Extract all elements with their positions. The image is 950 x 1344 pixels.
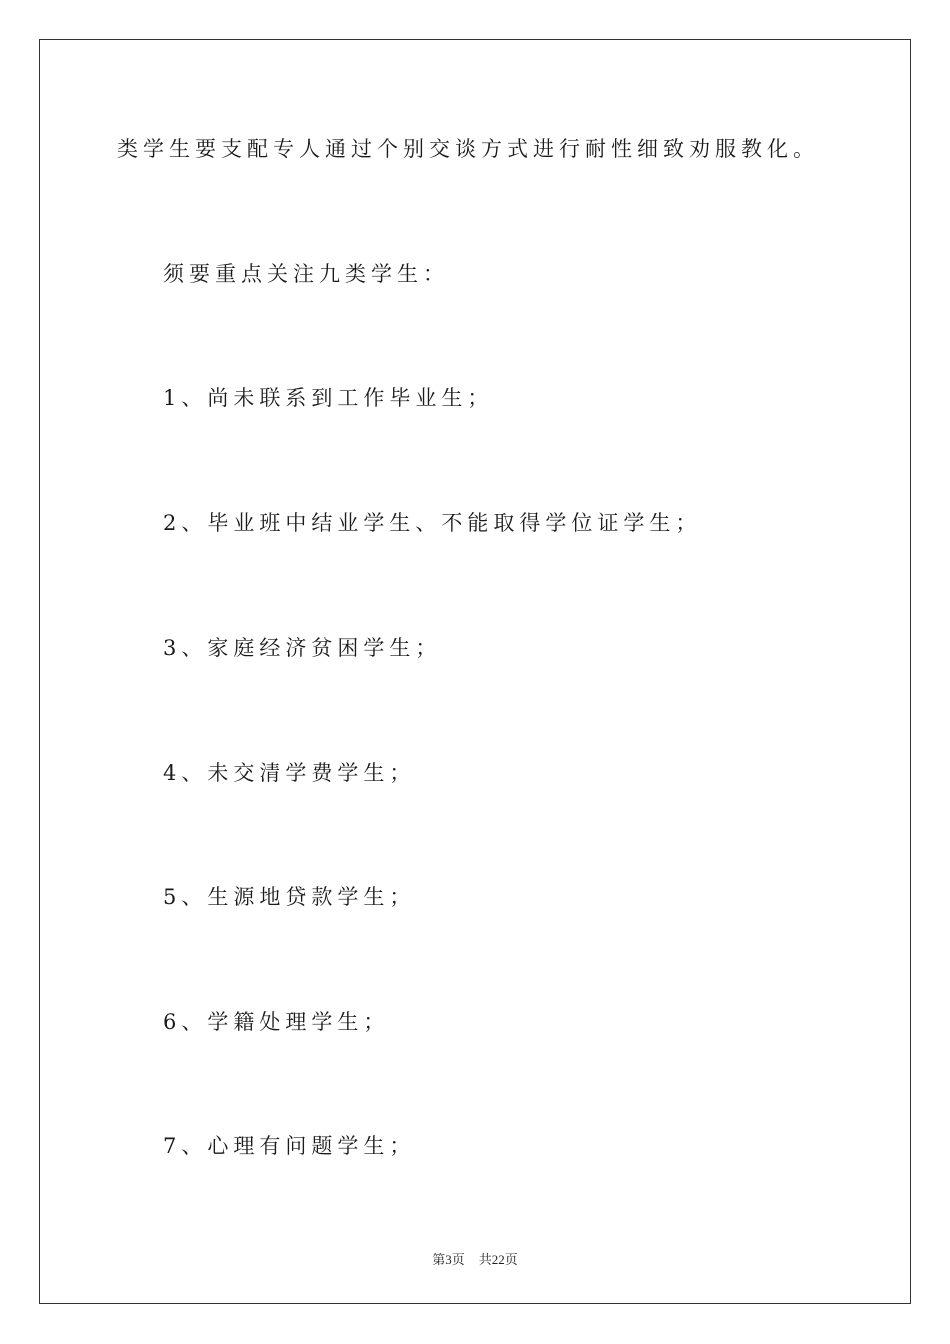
list-item: 3、家庭经济贫困学生； (163, 636, 442, 660)
page-footer (0, 1249, 950, 1268)
list-item: 1、尚未联系到工作毕业生； (163, 386, 494, 410)
page-total: 共22页 (478, 1252, 518, 1267)
list-item: 7、心理有问题学生； (163, 1134, 416, 1158)
page-number: 第3页 (432, 1252, 465, 1267)
list-item: 4、未交清学费学生； (163, 761, 416, 785)
paragraph-heading: 须要重点关注九类学生： (163, 262, 449, 286)
paragraph-continuation: 类学生要支配专人通过个别交谈方式进行耐性细致劝服教化。 (117, 137, 819, 161)
list-item: 5、生源地贷款学生； (163, 885, 416, 909)
page-border (39, 39, 911, 1304)
list-item: 6、学籍处理学生； (163, 1010, 390, 1034)
list-item: 2、毕业班中结业学生、不能取得学位证学生； (163, 511, 702, 535)
